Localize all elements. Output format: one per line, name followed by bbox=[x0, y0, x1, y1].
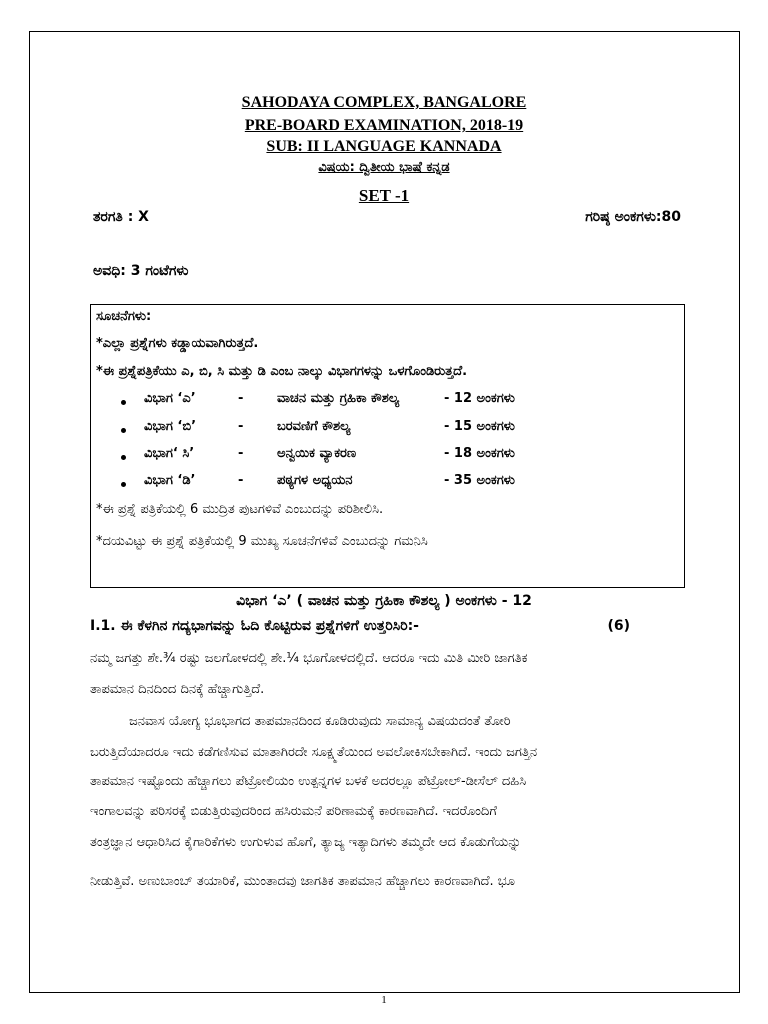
school-name: SAHODAYA COMPLEX, BANGALORE bbox=[241, 94, 527, 111]
section-name: ಅನ್ವಯಿಕ ವ್ಯಾಕರಣ bbox=[277, 446, 357, 461]
section-part: ವಿಭಾಗ ‘ಎ’ bbox=[144, 391, 196, 406]
section-marks: - 18 ಅಂಕಗಳು bbox=[444, 446, 515, 461]
duration-label bbox=[93, 263, 681, 279]
subject-kannada: ವಿಷಯ: ದ್ವಿತೀಯ ಭಾಷೆ ಕನ್ನಡ bbox=[318, 160, 450, 175]
passage-line: ತಾಪಮಾನ ದಿನದಿಂದ ದಿನಕ್ಕೆ ಹೆಚ್ಚಾಗುತ್ತಿದೆ. bbox=[90, 682, 265, 697]
instruction-line-1: *ಎಲ್ಲಾ ಪ್ರಶ್ನೆಗಳು ಕಡ್ಡಾಯವಾಗಿರುತ್ತದೆ. bbox=[96, 336, 259, 351]
meta-row bbox=[93, 209, 681, 225]
bullet-icon bbox=[121, 455, 126, 460]
question-1 bbox=[90, 618, 630, 634]
section-name: ವಾಚನ ಮತ್ತು ಗ್ರಹಿಕಾ ಕೌಶಲ್ಯ bbox=[277, 391, 400, 406]
passage-line: ಜನವಾಸ ಯೋಗ್ಯ ಭೂಭಾಗದ ತಾಪಮಾನದಿಂದ ಕೂಡಿರುವುದು ಸಾಮಾನ್ಯ ವಿಷಯದಂತೆ ತೋರಿ bbox=[129, 714, 511, 729]
section-name: ಬರವಣಿಗೆ ಕೌಶಲ್ಯ bbox=[277, 419, 351, 434]
class-label: ತರಗತಿ : X bbox=[93, 209, 149, 225]
passage-line: ತಾಪಮಾನ ಇಷ್ಟೊಂದು ಹೆಚ್ಚಾಗಲು ಪೆಟ್ರೋಲಿಯಂ ಉತ್ಪನ್ನಗಳ ಬಳಕೆ ಅದರಲ್ಲೂ ಪೆಟ್ರೋಲ್-ಡೀಸೆಲ್ ದಹಿಸಿ bbox=[90, 774, 527, 789]
instructions-title: ಸೂಚನೆಗಳು: bbox=[96, 309, 152, 324]
section-a-heading: ವಿಭಾಗ ‘ಎ’ ( ವಾಚನ ಮತ್ತು ಗ್ರಹಿಕಾ ಕೌಶಲ್ಯ ) ಅಂಕಗಳು - 12 bbox=[236, 593, 532, 609]
bullet-icon bbox=[121, 400, 126, 405]
instruction-line-3: *ಈ ಪ್ರಶ್ನೆ ಪತ್ರಿಕೆಯಲ್ಲಿ 6 ಮುದ್ರಿತ ಪುಟಗಳಿವೆ ಎಂಬುದನ್ನು ಪರಿಶೀಲಿಸಿ. bbox=[96, 502, 384, 517]
section-marks: - 15 ಅಂಕಗಳು bbox=[444, 419, 515, 434]
section-dash: - bbox=[238, 473, 244, 488]
subject-title: SUB: II LANGUAGE KANNADA bbox=[266, 138, 502, 155]
max-marks-label: ಗರಿಷ್ಠ ಅಂಕಗಳು:80 bbox=[585, 209, 681, 225]
page-number: 1 bbox=[381, 994, 387, 1006]
passage-line: ಬರುತ್ತಿದೆಯಾದರೂ ಇದು ಕಡೆಗಣಿಸುವ ಮಾತಾಗಿರದೇ ಸೂಕ್ಷ್ಮತೆಯಿಂದ ಅವಲೋಕಿಸಬೇಕಾಗಿದೆ. ಇಂದು ಜಗತ್ತಿನ bbox=[90, 745, 538, 760]
question-marks: (6) bbox=[607, 618, 630, 634]
duration-text: ಅವಧಿ: 3 ಗಂಟೆಗಳು bbox=[93, 263, 189, 279]
bullet-icon bbox=[121, 428, 126, 433]
section-part: ವಿಭಾಗ ‘ಬಿ’ bbox=[144, 419, 197, 434]
bullet-icon bbox=[121, 482, 126, 487]
section-part: ವಿಭಾಗ‘ ಸಿ’ bbox=[144, 446, 195, 461]
passage-line: ಇಂಗಾಲವನ್ನು ಪರಿಸರಕ್ಕೆ ಬಿಡುತ್ತಿರುವುದರಿಂದ ಹಸಿರುಮನೆ ಪರಿಣಾಮಕ್ಕೆ ಕಾರಣವಾಗಿದೆ. ಇದರೊಂದಿಗೆ bbox=[90, 804, 497, 819]
section-dash: - bbox=[238, 419, 244, 434]
section-dash: - bbox=[238, 391, 244, 406]
exam-title: PRE-BOARD EXAMINATION, 2018-19 bbox=[244, 117, 524, 134]
passage-line: ತಂತ್ರಜ್ಞಾನ ಆಧಾರಿಸಿದ ಕೈಗಾರಿಕೆಗಳು ಉಗುಳುವ ಹೊಗೆ, ತ್ಯಾಜ್ಯ ಇತ್ಯಾದಿಗಳು ತಮ್ಮದೇ ಆದ ಕೊಡುಗೆಯನ್ನು bbox=[90, 835, 522, 850]
instruction-line-2: *ಈ ಪ್ರಶ್ನೆಪತ್ರಿಕೆಯು ಎ, ಬಿ, ಸಿ ಮತ್ತು ಡಿ ಎಂಬ ನಾಲ್ಕು ವಿಭಾಗಗಳನ್ನು ಒಳಗೊಂಡಿರುತ್ತದೆ. bbox=[96, 364, 468, 379]
set-label: SET -1 bbox=[358, 186, 410, 205]
section-marks: - 12 ಅಂಕಗಳು bbox=[444, 391, 515, 406]
section-part: ವಿಭಾಗ ‘ಡಿ’ bbox=[144, 473, 196, 488]
question-text: I.1. ಈ ಕೆಳಗಿನ ಗದ್ಯಭಾಗವನ್ನು ಓದಿ ಕೊಟ್ಟಿರುವ ಪ್ರಶ್ನೆಗಳಿಗೆ ಉತ್ತರಿಸಿರಿ:- bbox=[90, 618, 419, 634]
section-dash: - bbox=[238, 446, 244, 461]
section-name: ಪಠ್ಯಗಳ ಅಧ್ಯಯನ bbox=[277, 473, 353, 488]
instruction-line-4: *ದಯವಿಟ್ಟು ಈ ಪ್ರಶ್ನೆ ಪತ್ರಿಕೆಯಲ್ಲಿ 9 ಮುಖ್ಯ ಸೂಚನೆಗಳಿವೆ ಎಂಬುದನ್ನು ಗಮನಿಸಿ bbox=[96, 534, 428, 549]
section-marks: - 35 ಅಂಕಗಳು bbox=[444, 473, 515, 488]
passage-line: ನಮ್ಮ ಜಗತ್ತು ಶೇ.¾ ರಷ್ಟು ಜಲಗೋಳದಲ್ಲಿ ಶೇ.¼ ಭೂಗೋಳದಲ್ಲಿದೆ. ಆದರೂ ಇದು ಮಿತಿ ಮೀರಿ ಜಾಗತಿಕ bbox=[90, 651, 528, 666]
passage-line: ನೀಡುತ್ತಿವೆ. ಅಣುಬಾಂಬ್ ತಯಾರಿಕೆ, ಮುಂತಾದವು ಜಾಗತಿಕ ತಾಪಮಾನ ಹೆಚ್ಚಾಗಲು ಕಾರಣವಾಗಿದೆ. ಭೂ bbox=[90, 874, 515, 889]
